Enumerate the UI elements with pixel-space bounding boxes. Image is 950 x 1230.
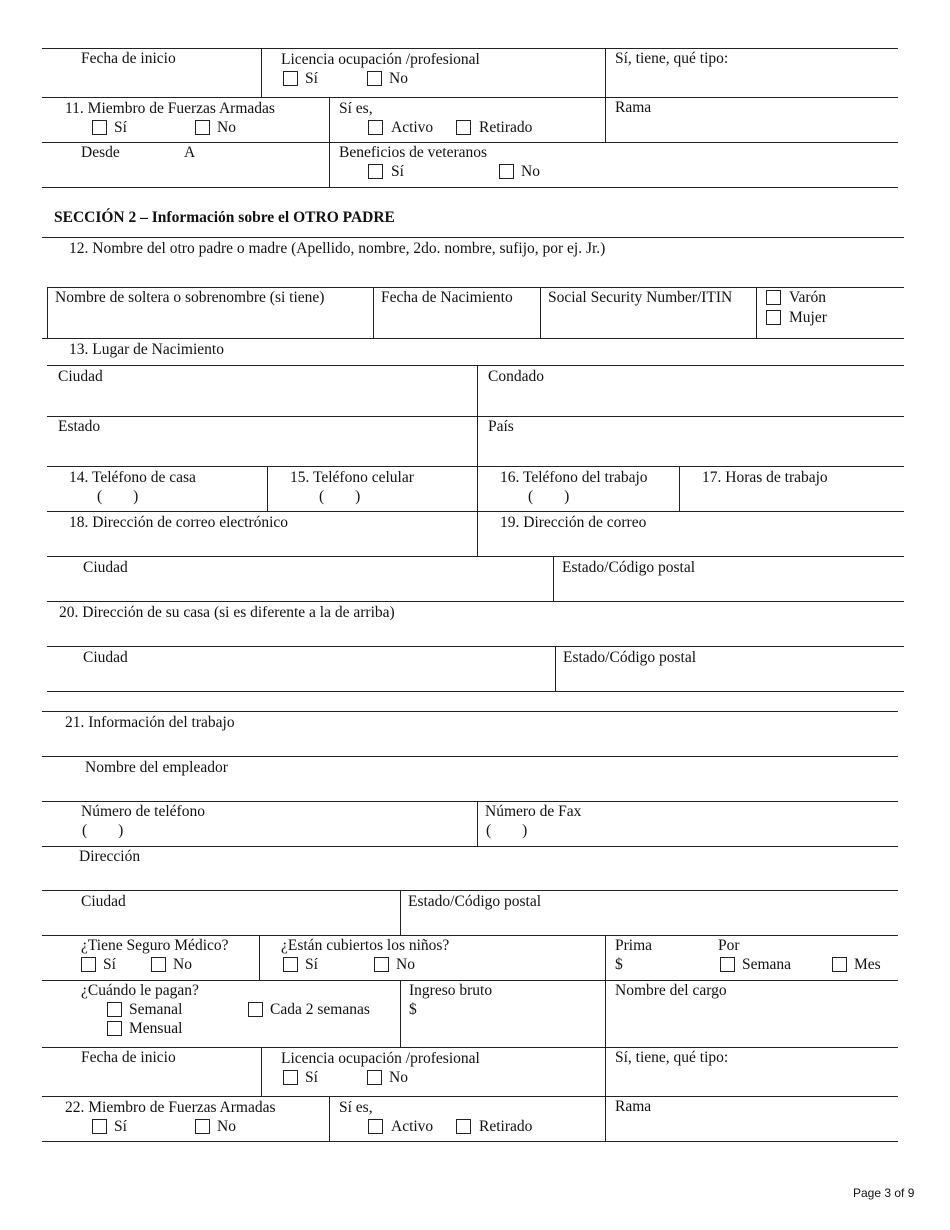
license-2-no-checkbox[interactable] — [367, 1070, 382, 1085]
fax-paren: ( ) — [486, 822, 528, 839]
license-type-label: Sí, tiene, qué tipo: — [615, 50, 729, 67]
start-date-label: Fecha de inicio — [81, 50, 176, 67]
q22-label: 22. Miembro de Fuerzas Armadas — [65, 1099, 276, 1116]
veterans-no-label: No — [521, 163, 540, 180]
kids-covered-label: ¿Están cubiertos los niños? — [281, 937, 450, 954]
from-label: Desde — [81, 144, 120, 161]
q16-label: 16. Teléfono del trabajo — [500, 469, 648, 486]
license-2-no-label: No — [389, 1069, 408, 1086]
military-no-label: No — [217, 119, 236, 136]
military-2-no-checkbox[interactable] — [195, 1119, 210, 1134]
weekly-checkbox[interactable] — [107, 1002, 122, 1017]
start-date-2-label: Fecha de inicio — [81, 1049, 176, 1066]
retired-2-checkbox[interactable] — [456, 1119, 471, 1134]
military-yes-label: Sí — [114, 119, 127, 136]
license-yes-label: Sí — [305, 70, 318, 87]
when-paid-label: ¿Cuándo le pagan? — [81, 982, 199, 999]
birth-country-label: País — [488, 418, 514, 435]
license-no-checkbox[interactable] — [367, 71, 382, 86]
page-number: Page 3 of 9 — [853, 1186, 915, 1200]
dob-label: Fecha de Nacimiento — [381, 289, 513, 306]
active-label: Activo — [391, 119, 434, 136]
monthly-checkbox[interactable] — [107, 1021, 122, 1036]
insurance-yes-checkbox[interactable] — [81, 957, 96, 972]
employer-city-label: Ciudad — [81, 893, 126, 910]
home-city-label: Ciudad — [83, 649, 128, 666]
q18-label: 18. Dirección de correo electrónico — [69, 514, 289, 531]
employer-phone-label: Número de teléfono — [81, 803, 205, 820]
female-label: Mujer — [789, 309, 827, 326]
kids-no-label: No — [396, 956, 415, 973]
monthly-label: Mensual — [129, 1020, 183, 1037]
per-label: Por — [718, 937, 740, 954]
work-phone-paren: ( ) — [528, 488, 570, 505]
per-week-checkbox[interactable] — [720, 957, 735, 972]
birth-city-label: Ciudad — [58, 368, 103, 385]
premium-label: Prima — [615, 937, 653, 954]
active-2-checkbox[interactable] — [368, 1119, 383, 1134]
gross-income-dollar: $ — [409, 1001, 417, 1018]
license-no-label: No — [389, 70, 408, 87]
per-month-checkbox[interactable] — [832, 957, 847, 972]
job-title-label: Nombre del cargo — [615, 982, 727, 999]
insurance-yes-label: Sí — [103, 956, 116, 973]
q14-label: 14. Teléfono de casa — [69, 469, 196, 486]
male-label: Varón — [789, 289, 827, 306]
male-checkbox[interactable] — [766, 290, 781, 305]
branch-label: Rama — [615, 99, 652, 116]
employer-phone-paren: ( ) — [82, 822, 124, 839]
license-2-label: Licencia ocupación /profesional — [281, 1050, 480, 1067]
per-week-label: Semana — [742, 956, 792, 973]
military-no-checkbox[interactable] — [195, 120, 210, 135]
kids-yes-label: Sí — [305, 956, 318, 973]
female-checkbox[interactable] — [766, 310, 781, 325]
if-yes-label: Sí es, — [339, 100, 373, 117]
q13-label: 13. Lugar de Nacimiento — [69, 341, 224, 358]
q19-label: 19. Dirección de correo — [500, 514, 647, 531]
active-2-label: Activo — [391, 1118, 434, 1135]
employer-state-zip-label: Estado/Código postal — [408, 893, 542, 910]
license-label: Licencia ocupación /profesional — [281, 51, 480, 68]
q20-label: 20. Dirección de su casa (si es diferente a la de arriba) — [59, 604, 395, 621]
q11-label: 11. Miembro de Fuerzas Armadas — [65, 100, 275, 117]
mail-city-label: Ciudad — [83, 559, 128, 576]
q12-label: 12. Nombre del otro padre o madre (Apellido, nombre, 2do. nombre, sufijo, por ej. Jr.) — [69, 240, 606, 257]
birth-state-label: Estado — [58, 418, 101, 435]
military-yes-checkbox[interactable] — [92, 120, 107, 135]
insurance-no-label: No — [173, 956, 192, 973]
license-2-yes-label: Sí — [305, 1069, 318, 1086]
veterans-label: Beneficios de veteranos — [339, 144, 488, 161]
premium-dollar: $ — [615, 956, 623, 973]
q17-label: 17. Horas de trabajo — [702, 469, 828, 486]
insurance-no-checkbox[interactable] — [151, 957, 166, 972]
veterans-yes-checkbox[interactable] — [368, 164, 383, 179]
per-month-label: Mes — [854, 956, 881, 973]
veterans-yes-label: Sí — [391, 163, 404, 180]
military-2-yes-checkbox[interactable] — [92, 1119, 107, 1134]
biweekly-checkbox[interactable] — [248, 1002, 263, 1017]
kids-yes-checkbox[interactable] — [283, 957, 298, 972]
maiden-name-label: Nombre de soltera o sobrenombre (si tiene) — [55, 289, 325, 306]
employer-address-label: Dirección — [79, 848, 141, 865]
home-phone-paren: ( ) — [97, 488, 139, 505]
to-label: A — [184, 144, 196, 161]
employer-label: Nombre del empleador — [85, 759, 228, 776]
license-2-yes-checkbox[interactable] — [283, 1070, 298, 1085]
military-2-yes-label: Sí — [114, 1118, 127, 1135]
mail-state-zip-label: Estado/Código postal — [562, 559, 696, 576]
home-state-zip-label: Estado/Código postal — [563, 649, 697, 666]
cell-phone-paren: ( ) — [319, 488, 361, 505]
license-yes-checkbox[interactable] — [283, 71, 298, 86]
kids-no-checkbox[interactable] — [374, 957, 389, 972]
q15-label: 15. Teléfono celular — [290, 469, 414, 486]
birth-county-label: Condado — [488, 368, 544, 385]
fax-label: Número de Fax — [485, 803, 582, 820]
biweekly-label: Cada 2 semanas — [270, 1001, 370, 1018]
retired-2-label: Retirado — [479, 1118, 533, 1135]
if-yes-2-label: Sí es, — [339, 1099, 373, 1116]
gross-income-label: Ingreso bruto — [409, 982, 493, 999]
retired-checkbox[interactable] — [456, 120, 471, 135]
active-checkbox[interactable] — [368, 120, 383, 135]
ssn-label: Social Security Number/ITIN — [548, 289, 733, 306]
retired-label: Retirado — [479, 119, 533, 136]
weekly-label: Semanal — [129, 1001, 183, 1018]
q21-label: 21. Información del trabajo — [65, 714, 235, 731]
veterans-no-checkbox[interactable] — [499, 164, 514, 179]
section-2-title: SECCIÓN 2 – Información sobre el OTRO PADRE — [54, 209, 395, 226]
insurance-label: ¿Tiene Seguro Médico? — [81, 937, 229, 954]
branch-2-label: Rama — [615, 1098, 652, 1115]
military-2-no-label: No — [217, 1118, 236, 1135]
license-2-type-label: Sí, tiene, qué tipo: — [615, 1049, 729, 1066]
